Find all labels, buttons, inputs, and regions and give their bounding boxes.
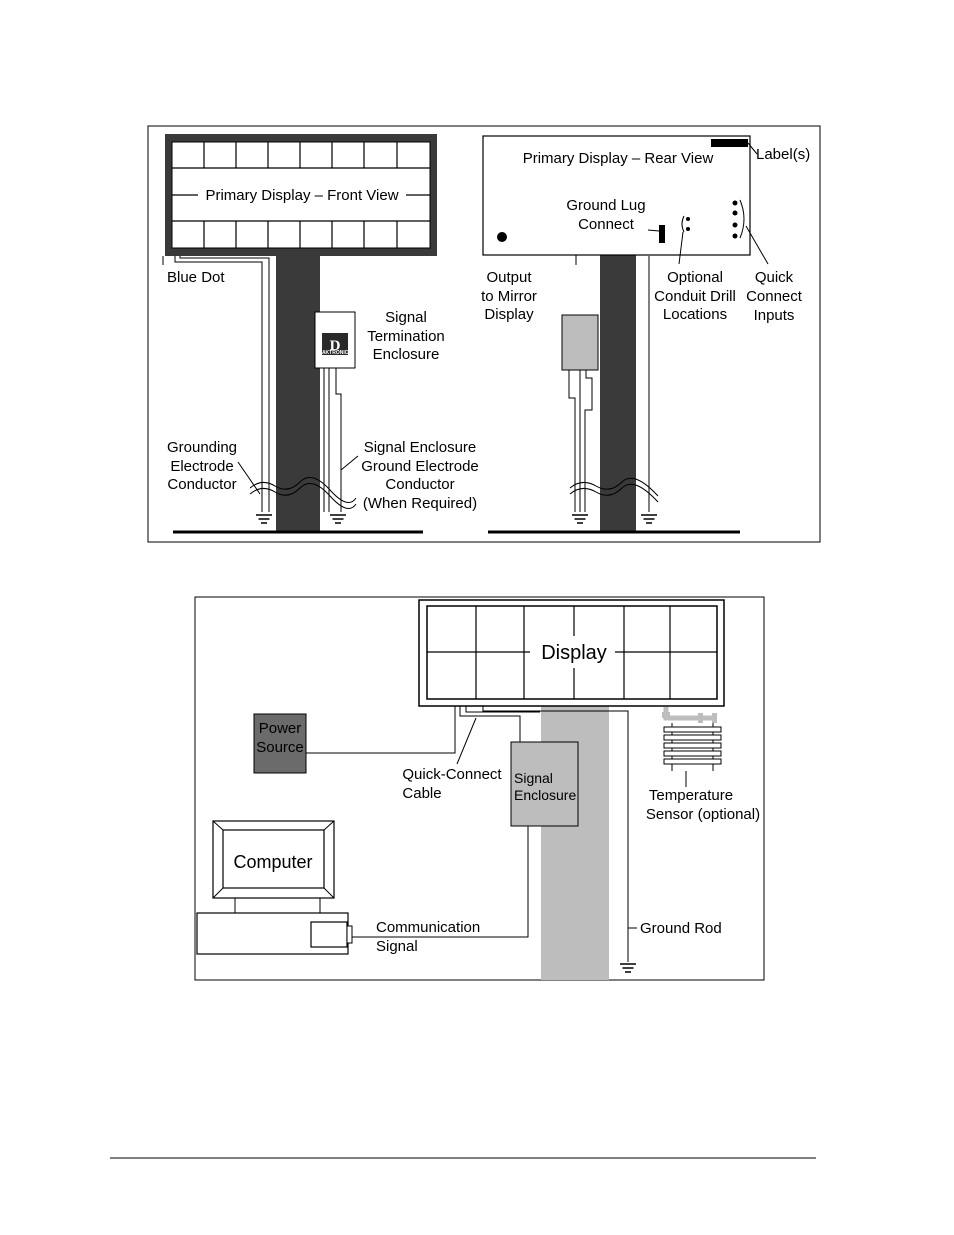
- ground-lug-line-2: Connect: [578, 216, 634, 233]
- figure-1-sign-wiring: [148, 126, 820, 542]
- quick-connect-inputs-line-3: Inputs: [753, 307, 795, 324]
- quick-connect-inputs-line-1: Quick: [754, 269, 794, 286]
- ground-rod-label: Ground Rod: [640, 920, 722, 937]
- logo-letter: D: [329, 338, 341, 354]
- output-mirror-line-1: Output: [486, 269, 532, 286]
- quick-connect-dot-3: [733, 223, 738, 228]
- sensor-fitting-3: [712, 713, 717, 723]
- rear-view-title: Primary Display – Rear View: [522, 150, 714, 167]
- communication-signal-line-2: Signal: [376, 938, 418, 955]
- temperature-sensor-line-2: Sensor (optional): [645, 806, 761, 823]
- signal-enclosure-line-2: Enclosure: [514, 787, 577, 803]
- sensor-plate-3: [664, 743, 721, 748]
- labels-label: Label(s): [756, 146, 811, 163]
- optional-conduit-line-2: Conduit Drill: [654, 288, 736, 305]
- grounding-electrode-line-3: Conductor: [167, 476, 237, 493]
- output-mirror-dot: [497, 232, 507, 242]
- quick-connect-cable-line-2: Cable: [402, 785, 442, 802]
- sensor-plate-5: [664, 759, 721, 764]
- sensor-fitting-1: [662, 712, 670, 718]
- sensor-fitting-2: [698, 713, 703, 723]
- quick-connect-inputs-line-2: Connect: [746, 288, 802, 305]
- blue-dot-label: Blue Dot: [167, 269, 225, 286]
- ground-lug: [659, 225, 665, 243]
- front-view-title: Primary Display – Front View: [205, 187, 399, 204]
- computer-label: Computer: [233, 852, 313, 872]
- sensor-plate-1: [664, 727, 721, 732]
- optional-conduit-line-3: Locations: [662, 306, 728, 323]
- optional-conduit-line-1: Optional: [667, 269, 723, 286]
- output-mirror-line-2: to Mirror: [481, 288, 537, 305]
- power-source-line-1: Power: [258, 720, 302, 737]
- signal-enclosure-ground-line-3: Conductor: [385, 476, 455, 493]
- quick-connect-dot-4: [733, 234, 738, 239]
- display-label: Display: [541, 642, 607, 664]
- signal-termination-line-1: Signal: [385, 309, 427, 326]
- computer: [197, 821, 352, 954]
- logo-text: DAKTRONICS: [318, 350, 352, 356]
- rear-signal-enclosure: [562, 315, 598, 370]
- figure-2-system-overview: [195, 597, 764, 980]
- quick-connect-dot-1: [733, 201, 738, 206]
- signal-enclosure-line-1: Signal: [514, 770, 553, 786]
- signal-termination-line-3: Enclosure: [372, 346, 440, 363]
- signal-enclosure-ground-line-4: (When Required): [362, 495, 478, 512]
- signal-enclosure-ground-line-1: Signal Enclosure: [363, 439, 477, 456]
- conduit-drill-dot-1: [686, 217, 690, 221]
- rear-pole: [600, 255, 636, 532]
- sensor-plate-2: [664, 735, 721, 740]
- quick-connect-cable-line-1: Quick-Connect: [402, 766, 502, 783]
- grounding-electrode-line-2: Electrode: [170, 458, 234, 475]
- temperature-sensor-line-1: Temperature: [648, 787, 734, 804]
- label-plate: [711, 139, 748, 147]
- drive-port: [347, 926, 352, 943]
- signal-termination-line-2: Termination: [367, 328, 445, 345]
- grounding-electrode-line-1: Grounding: [166, 439, 238, 456]
- signal-enclosure-ground-line-2: Ground Electrode: [361, 458, 479, 475]
- conduit-drill-dot-2: [686, 227, 690, 231]
- communication-signal-line-1: Communication: [376, 919, 481, 936]
- drive-bay: [311, 922, 347, 947]
- output-mirror-line-3: Display: [484, 306, 534, 323]
- quick-connect-dot-2: [733, 211, 738, 216]
- power-source-line-2: Source: [256, 739, 304, 756]
- sensor-plate-4: [664, 751, 721, 756]
- ground-lug-line-1: Ground Lug: [566, 197, 646, 214]
